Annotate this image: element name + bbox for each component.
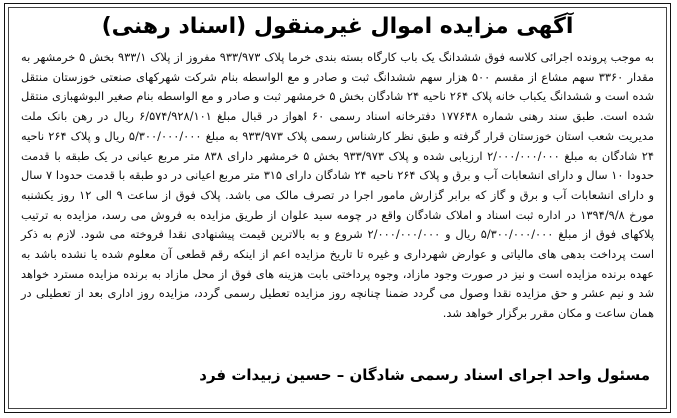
notice-frame bbox=[4, 3, 671, 413]
notice-signature: مسئول واحد اجرای اسناد رسمی شادگان – حسین زبیدات فرد bbox=[199, 366, 650, 384]
notice-title: آگهی مزایده اموال غیرمنقول (اسناد رهنی) bbox=[101, 14, 574, 39]
notice-body: به موجب پرونده اجرائی کلاسه فوق ششدانگ یک باب کارگاه بسته بندی خرما پلاک ۹۳۳/۹۷۳ مفروز از پلاک ۹۳۳/۱ بخش ۵ خرمشهر به مقدار ۳۳۶۰ سهم مشاع از مقسم ۵۰۰ هزار سهم ششدانگ ثبت و صادر و مع الواسطه بنام شرکت شهرکهای صنعتی خوزستان منتقل شده است و ششدانگ یکباب خانه پلاک ۲۶۴ ناحیه ۲۴ شادگان بخش ۵ خرمشهر ثبت و صادر و مع الواسطه بنام صغیر البوشهبازی منتقل شده است. طبق سند رهنی شماره ۱۷۷۶۴۸ دفترخانه اسناد رسمی ۶۰ اهواز در قبال مبلغ ۶/۵۷۴/۹۲۸/۱۰۱ ریال در رهن بانک ملت مدیریت شعب استان خوزستان قرار گرفته و طبق نظر کارشناس رسمی پلاک ۹۳۳/۹۷۳ به مبلغ ۵/۳۰۰/۰۰۰/۰۰۰ ریال و پلاک ۲۶۴ ناحیه ۲۴ شادگان به مبلغ ۲/۰۰۰/۰۰۰/۰۰۰ ارزیابی شده و پلاک ۹۳۳/۹۷۳ بخش ۵ خرمشهر دارای ۸۳۸ متر مربع عیانی در یک طبقه با قدمت حدودا ۱۰ سال و دارای انشعابات آب و برق و پلاک ۲۶۴ ناحیه ۲۴ شادگان دارای ۳۱۵ متر مربع اعیانی در دو طبقه با قدمت حدودا ۷ سال و دارای انشعابات آب و برق و گاز که برابر گزارش مامور اجرا در تصرف مالک می باشد. پلاک فوق از ساعت ۹ الی ۱۲ روز یکشنبه مورخ ۱۳۹۴/۹/۸ در اداره ثبت اسناد و املاک شادگان واقع در چومه سید علوان از طریق مزایده به فروش می رسد، مزایده به ترتیب پلاکهای فوق از مبلغ ۵/۳۰۰/۰۰۰/۰۰۰ ریال و ۲/۰۰۰/۰۰۰/۰۰۰ شروع و به بالاترین قیمت پیشنهادی نقدا فروخته می شود. لازم به ذکر است پرداخت بدهی های مالیاتی و عوارض شهرداری و غیره تا تاریخ مزایده اعم از اینکه رقم قطعی آن معلوم شده یا نشده باشد به عهده برنده مزایده است و نیز در صورت وجود مازاد، وجوه پرداختی بابت هزینه های فوق از محل مازاد به برنده مزایده مسترد خواهد شد و نیم عشر و حق مزایده نقدا وصول می گردد ضمنا چنانچه روز مزایده تعطیل رسمی گردد، مزایده روز اداری بعد از تعطیلی در همان ساعت و مکان مقرر برگزار خواهد شد. bbox=[21, 50, 655, 321]
notice-inner-border bbox=[8, 7, 667, 409]
